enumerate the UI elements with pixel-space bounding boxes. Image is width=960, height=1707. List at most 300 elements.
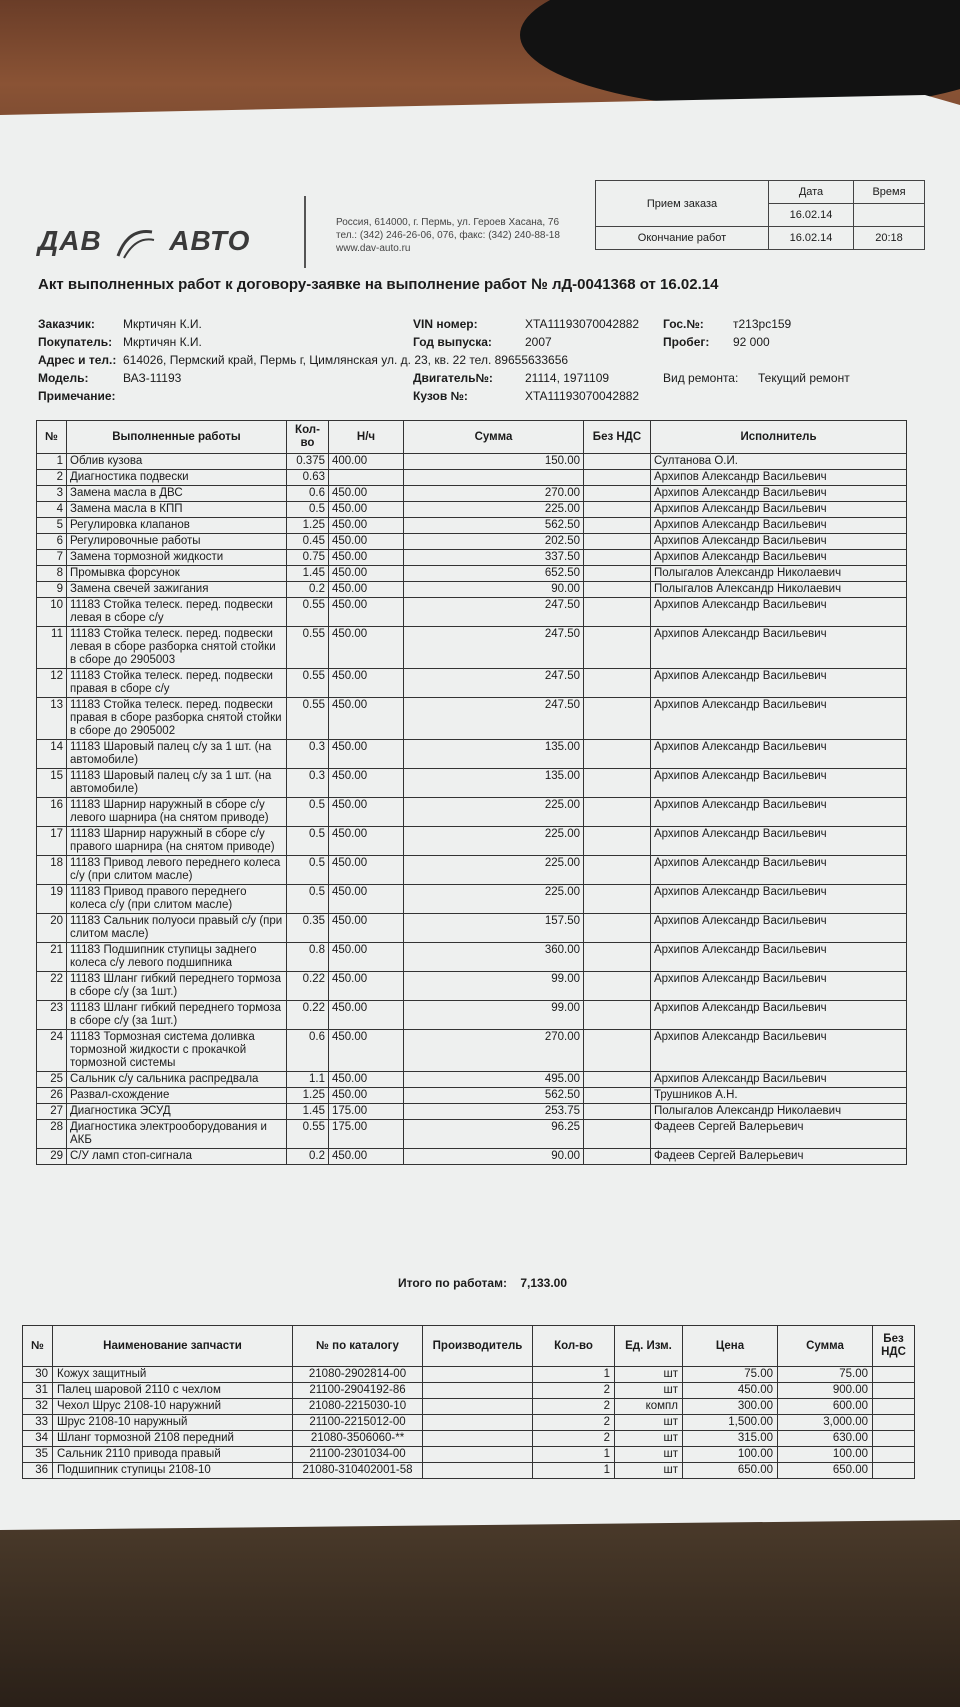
- work-executor: Архипов Александр Васильевич: [651, 698, 907, 740]
- part-qty: 1: [533, 1367, 615, 1383]
- body-label: Кузов №:: [413, 389, 468, 403]
- engine-row: [413, 371, 609, 385]
- work-number: 13: [37, 698, 67, 740]
- work-executor: Архипов Александр Васильевич: [651, 486, 907, 502]
- part-catalog: 21080-2902814-00: [293, 1367, 423, 1383]
- work-name: 11183 Стойка телеск. перед. подвески правая в сборе разборка снятой стойки в сборе до 2905002: [67, 698, 287, 740]
- vin-label: VIN номер:: [413, 317, 478, 331]
- parts-row: [23, 1415, 915, 1431]
- work-name: Регулировочные работы: [67, 534, 287, 550]
- work-qty: 0.22: [287, 972, 329, 1001]
- part-price: 75.00: [683, 1367, 778, 1383]
- parts-header-row: [23, 1326, 915, 1367]
- work-qty: 0.55: [287, 669, 329, 698]
- work-number: 2: [37, 470, 67, 486]
- work-no-vat: [584, 885, 651, 914]
- work-executor: Архипов Александр Васильевич: [651, 1030, 907, 1072]
- work-sum: 90.00: [404, 1149, 584, 1165]
- work-name: 11183 Шарнир наружный в сборе с/у левого шарнира (на снятом приводе): [67, 798, 287, 827]
- work-qty: 0.35: [287, 914, 329, 943]
- work-rate: 450.00: [329, 486, 404, 502]
- work-number: 28: [37, 1120, 67, 1149]
- work-sum: 360.00: [404, 943, 584, 972]
- work-number: 17: [37, 827, 67, 856]
- work-name: 11183 Стойка телеск. перед. подвески левая в сборе разборка снятой стойки в сборе до 2905003: [67, 627, 287, 669]
- work-executor: Архипов Александр Васильевич: [651, 943, 907, 972]
- part-sum: 900.00: [778, 1383, 873, 1399]
- work-no-vat: [584, 1001, 651, 1030]
- work-name: 11183 Шаровый палец с/у за 1 шт. (на автомобиле): [67, 769, 287, 798]
- company-address: Россия, 614000, г. Пермь, ул. Героев Хасана, 76: [336, 217, 560, 228]
- work-rate: 450.00: [329, 943, 404, 972]
- work-sum: 225.00: [404, 827, 584, 856]
- part-price: 650.00: [683, 1463, 778, 1479]
- work-no-vat: [584, 627, 651, 669]
- repair-type-label: Вид ремонта:: [663, 371, 739, 385]
- work-number: 18: [37, 856, 67, 885]
- work-name: 11183 Шарнир наружный в сборе с/у правого шарнира (на снятом приводе): [67, 827, 287, 856]
- parts-col-name: Наименование запчасти: [53, 1326, 293, 1367]
- work-no-vat: [584, 454, 651, 470]
- customer-row: [38, 317, 202, 331]
- work-number: 21: [37, 943, 67, 972]
- works-row: [37, 518, 907, 534]
- work-no-vat: [584, 856, 651, 885]
- work-name: 11183 Тормозная система доливка тормозной жидкости с прокачкой тормозной системы: [67, 1030, 287, 1072]
- part-qty: 2: [533, 1399, 615, 1415]
- part-number: 34: [23, 1431, 53, 1447]
- plate-value: т213рс159: [733, 317, 792, 331]
- work-rate: 450.00: [329, 856, 404, 885]
- year-row: [413, 335, 552, 349]
- parts-col-maker: Производитель: [423, 1326, 533, 1367]
- work-qty: 0.63: [287, 470, 329, 486]
- part-qty: 1: [533, 1447, 615, 1463]
- works-header-row: [37, 421, 907, 454]
- part-unit: шт: [615, 1447, 683, 1463]
- part-unit: шт: [615, 1415, 683, 1431]
- address-label: Адрес и тел.:: [38, 353, 117, 367]
- customer-label: Заказчик:: [38, 317, 95, 331]
- received-date: 16.02.14: [769, 204, 854, 227]
- engine-value: 21114, 1971109: [525, 371, 610, 385]
- logo-right-text: АВТО: [169, 225, 251, 256]
- works-col-executor: Исполнитель: [651, 421, 907, 454]
- work-no-vat: [584, 1149, 651, 1165]
- works-row: [37, 598, 907, 627]
- work-number: 20: [37, 914, 67, 943]
- work-name: 11183 Подшипник ступицы заднего колеса с/у левого подшипника: [67, 943, 287, 972]
- work-qty: 0.5: [287, 798, 329, 827]
- part-price: 100.00: [683, 1447, 778, 1463]
- works-row: [37, 698, 907, 740]
- vin-value: XTA11193070042882: [525, 317, 640, 331]
- work-number: 1: [37, 454, 67, 470]
- work-no-vat: [584, 1072, 651, 1088]
- work-rate: 450.00: [329, 698, 404, 740]
- parts-col-no-vat: Без НДС: [873, 1326, 915, 1367]
- works-col-no-vat: Без НДС: [584, 421, 651, 454]
- engine-label: Двигатель№:: [413, 371, 493, 385]
- work-executor: Архипов Александр Васильевич: [651, 885, 907, 914]
- work-name: 11183 Привод левого переднего колеса с/у (при слитом масле): [67, 856, 287, 885]
- part-number: 31: [23, 1383, 53, 1399]
- part-unit: компл: [615, 1399, 683, 1415]
- address-value: 614026, Пермский край, Пермь г, Цимлянская ул. д. 23, кв. 22 тел. 89655633656: [123, 353, 569, 367]
- work-no-vat: [584, 1030, 651, 1072]
- work-sum: 495.00: [404, 1072, 584, 1088]
- work-sum: 90.00: [404, 582, 584, 598]
- work-name: Сальник с/у сальника распредвала: [67, 1072, 287, 1088]
- work-executor: Архипов Александр Васильевич: [651, 518, 907, 534]
- part-number: 30: [23, 1367, 53, 1383]
- works-row: [37, 1001, 907, 1030]
- work-name: 11183 Шланг гибкий переднего тормоза в сборе с/у (за 1шт.): [67, 1001, 287, 1030]
- parts-col-catalog: № по каталогу: [293, 1326, 423, 1367]
- part-qty: 2: [533, 1383, 615, 1399]
- body-row: [413, 389, 639, 403]
- part-catalog: 21100-2301034-00: [293, 1447, 423, 1463]
- work-qty: 0.55: [287, 1120, 329, 1149]
- work-qty: 0.55: [287, 627, 329, 669]
- work-qty: 0.5: [287, 885, 329, 914]
- work-name: Замена тормозной жидкости: [67, 550, 287, 566]
- part-number: 32: [23, 1399, 53, 1415]
- work-number: 4: [37, 502, 67, 518]
- work-name: 11183 Стойка телеск. перед. подвески левая в сборе с/у: [67, 598, 287, 627]
- mileage-label: Пробег:: [663, 335, 710, 349]
- address-row: [38, 353, 568, 367]
- work-executor: Архипов Александр Васильевич: [651, 856, 907, 885]
- parts-col-unit: Ед. Изм.: [615, 1326, 683, 1367]
- works-row: [37, 1149, 907, 1165]
- work-qty: 0.55: [287, 598, 329, 627]
- work-rate: 450.00: [329, 534, 404, 550]
- part-number: 35: [23, 1447, 53, 1463]
- work-sum: 135.00: [404, 769, 584, 798]
- works-col-qty: Кол-во: [287, 421, 329, 454]
- works-total: [398, 1276, 567, 1290]
- works-row: [37, 798, 907, 827]
- work-sum: 225.00: [404, 856, 584, 885]
- part-unit: шт: [615, 1431, 683, 1447]
- model-label: Модель:: [38, 371, 89, 385]
- work-sum: 253.75: [404, 1104, 584, 1120]
- work-rate: 450.00: [329, 627, 404, 669]
- works-col-name: Выполненные работы: [67, 421, 287, 454]
- part-sum: 3,000.00: [778, 1415, 873, 1431]
- work-qty: 0.55: [287, 698, 329, 740]
- work-no-vat: [584, 827, 651, 856]
- part-name: Кожух защитный: [53, 1367, 293, 1383]
- work-sum: 270.00: [404, 486, 584, 502]
- part-name: Сальник 2110 привода правый: [53, 1447, 293, 1463]
- vin-row: [413, 317, 639, 331]
- work-qty: 0.2: [287, 1149, 329, 1165]
- work-no-vat: [584, 769, 651, 798]
- work-qty: 0.75: [287, 550, 329, 566]
- work-executor: Архипов Александр Васильевич: [651, 598, 907, 627]
- parts-row: [23, 1399, 915, 1415]
- work-rate: 450.00: [329, 972, 404, 1001]
- work-rate: 450.00: [329, 1088, 404, 1104]
- work-sum: 247.50: [404, 598, 584, 627]
- work-sum: 247.50: [404, 698, 584, 740]
- parts-table: [22, 1325, 915, 1479]
- work-sum: 225.00: [404, 502, 584, 518]
- work-qty: 0.5: [287, 502, 329, 518]
- work-no-vat: [584, 798, 651, 827]
- work-executor: Архипов Александр Васильевич: [651, 1072, 907, 1088]
- work-executor: Архипов Александр Васильевич: [651, 972, 907, 1001]
- work-sum: 562.50: [404, 518, 584, 534]
- parts-row: [23, 1367, 915, 1383]
- work-executor: Архипов Александр Васильевич: [651, 627, 907, 669]
- work-qty: 0.3: [287, 769, 329, 798]
- work-executor: Архипов Александр Васильевич: [651, 769, 907, 798]
- work-rate: 450.00: [329, 1030, 404, 1072]
- work-number: 7: [37, 550, 67, 566]
- part-price: 1,500.00: [683, 1415, 778, 1431]
- logo-swoosh-icon: [114, 226, 156, 260]
- work-executor: Архипов Александр Васильевич: [651, 1001, 907, 1030]
- work-name: Регулировка клапанов: [67, 518, 287, 534]
- work-sum: 96.25: [404, 1120, 584, 1149]
- part-name: Шланг тормозной 2108 передний: [53, 1431, 293, 1447]
- work-qty: 0.5: [287, 827, 329, 856]
- parts-body: [23, 1367, 915, 1479]
- part-sum: 75.00: [778, 1367, 873, 1383]
- works-row: [37, 914, 907, 943]
- works-row: [37, 1120, 907, 1149]
- parts-row: [23, 1463, 915, 1479]
- work-name: 11183 Шаровый палец с/у за 1 шт. (на автомобиле): [67, 740, 287, 769]
- works-row: [37, 454, 907, 470]
- finished-date: 16.02.14: [769, 227, 854, 250]
- work-qty: 1.25: [287, 1088, 329, 1104]
- works-row: [37, 550, 907, 566]
- work-executor: Архипов Александр Васильевич: [651, 534, 907, 550]
- work-no-vat: [584, 598, 651, 627]
- work-number: 6: [37, 534, 67, 550]
- work-name: 11183 Привод правого переднего колеса с/у (при слитом масле): [67, 885, 287, 914]
- part-no-vat: [873, 1415, 915, 1431]
- parts-col-qty: Кол-во: [533, 1326, 615, 1367]
- work-sum: 99.00: [404, 972, 584, 1001]
- work-number: 3: [37, 486, 67, 502]
- work-name: Развал-схождение: [67, 1088, 287, 1104]
- parts-col-price: Цена: [683, 1326, 778, 1367]
- work-number: 12: [37, 669, 67, 698]
- part-no-vat: [873, 1447, 915, 1463]
- model-row: [38, 371, 181, 385]
- works-row: [37, 627, 907, 669]
- work-sum: 135.00: [404, 740, 584, 769]
- work-no-vat: [584, 669, 651, 698]
- work-no-vat: [584, 1088, 651, 1104]
- work-number: 10: [37, 598, 67, 627]
- work-name: С/У ламп стоп-сигнала: [67, 1149, 287, 1165]
- work-executor: Полыгалов Александр Николаевич: [651, 582, 907, 598]
- company-info: [336, 216, 560, 255]
- work-executor: Архипов Александр Васильевич: [651, 740, 907, 769]
- work-rate: 450.00: [329, 1001, 404, 1030]
- part-maker: [423, 1463, 533, 1479]
- work-sum: [404, 470, 584, 486]
- works-row: [37, 827, 907, 856]
- work-rate: 450.00: [329, 502, 404, 518]
- work-number: 25: [37, 1072, 67, 1088]
- company-phone: тел.: (342) 246-26-06, 076, факс: (342) 240-88-18: [336, 230, 560, 241]
- work-sum: 652.50: [404, 566, 584, 582]
- col-date-header: Дата: [769, 181, 854, 204]
- work-qty: 1.25: [287, 518, 329, 534]
- part-catalog: 21100-2904192-86: [293, 1383, 423, 1399]
- part-catalog: 21100-2215012-00: [293, 1415, 423, 1431]
- work-rate: 450.00: [329, 740, 404, 769]
- works-row: [37, 1030, 907, 1072]
- work-qty: 0.375: [287, 454, 329, 470]
- mileage-row: [663, 335, 770, 349]
- work-number: 15: [37, 769, 67, 798]
- work-number: 16: [37, 798, 67, 827]
- part-sum: 650.00: [778, 1463, 873, 1479]
- part-price: 315.00: [683, 1431, 778, 1447]
- work-sum: 99.00: [404, 1001, 584, 1030]
- logo-divider: [304, 196, 306, 268]
- work-sum: 247.50: [404, 627, 584, 669]
- part-maker: [423, 1383, 533, 1399]
- work-number: 19: [37, 885, 67, 914]
- work-name: Замена масла в КПП: [67, 502, 287, 518]
- work-name: 11183 Стойка телеск. перед. подвески правая в сборе с/у: [67, 669, 287, 698]
- part-number: 36: [23, 1463, 53, 1479]
- works-total-value: 7,133.00: [520, 1276, 568, 1290]
- note-row: [38, 389, 116, 403]
- buyer-label: Покупатель:: [38, 335, 113, 349]
- work-no-vat: [584, 534, 651, 550]
- work-rate: 450.00: [329, 566, 404, 582]
- work-qty: 0.8: [287, 943, 329, 972]
- work-rate: 450.00: [329, 769, 404, 798]
- work-rate: 400.00: [329, 454, 404, 470]
- part-no-vat: [873, 1383, 915, 1399]
- part-name: Шрус 2108-10 наружный: [53, 1415, 293, 1431]
- part-maker: [423, 1367, 533, 1383]
- works-row: [37, 1072, 907, 1088]
- work-executor: Фадеев Сергей Валерьевич: [651, 1120, 907, 1149]
- work-name: 11183 Сальник полуоси правый с/у (при слитом масле): [67, 914, 287, 943]
- works-row: [37, 972, 907, 1001]
- part-no-vat: [873, 1399, 915, 1415]
- work-sum: 202.50: [404, 534, 584, 550]
- work-no-vat: [584, 1120, 651, 1149]
- work-sum: 270.00: [404, 1030, 584, 1072]
- model-value: ВАЗ-11193: [123, 371, 182, 385]
- works-row: [37, 534, 907, 550]
- work-sum: 247.50: [404, 669, 584, 698]
- work-number: 11: [37, 627, 67, 669]
- work-rate: 450.00: [329, 582, 404, 598]
- work-executor: Архипов Александр Васильевич: [651, 550, 907, 566]
- work-no-vat: [584, 1104, 651, 1120]
- work-qty: 0.3: [287, 740, 329, 769]
- work-number: 5: [37, 518, 67, 534]
- part-qty: 2: [533, 1415, 615, 1431]
- work-sum: 337.50: [404, 550, 584, 566]
- works-row: [37, 502, 907, 518]
- work-rate: 450.00: [329, 518, 404, 534]
- part-qty: 1: [533, 1463, 615, 1479]
- works-row: [37, 1088, 907, 1104]
- work-no-vat: [584, 502, 651, 518]
- part-unit: шт: [615, 1463, 683, 1479]
- parts-row: [23, 1447, 915, 1463]
- work-name: Диагностика подвески: [67, 470, 287, 486]
- part-price: 300.00: [683, 1399, 778, 1415]
- work-executor: Архипов Александр Васильевич: [651, 470, 907, 486]
- works-col-rate: Н/ч: [329, 421, 404, 454]
- part-catalog: 21080-3506060-**: [293, 1431, 423, 1447]
- works-row: [37, 566, 907, 582]
- parts-col-number: №: [23, 1326, 53, 1367]
- work-no-vat: [584, 518, 651, 534]
- works-row: [37, 669, 907, 698]
- part-no-vat: [873, 1367, 915, 1383]
- year-label: Год выпуска:: [413, 335, 492, 349]
- work-sum: 225.00: [404, 885, 584, 914]
- works-row: [37, 486, 907, 502]
- work-name: Облив кузова: [67, 454, 287, 470]
- part-maker: [423, 1415, 533, 1431]
- work-qty: 0.5: [287, 856, 329, 885]
- work-executor: Султанова О.И.: [651, 454, 907, 470]
- work-name: Промывка форсунок: [67, 566, 287, 582]
- received-time: [854, 204, 925, 227]
- work-no-vat: [584, 943, 651, 972]
- repair-type-row: [663, 371, 850, 385]
- works-row: [37, 856, 907, 885]
- work-executor: Трушников А.Н.: [651, 1088, 907, 1104]
- finished-time: 20:18: [854, 227, 925, 250]
- work-number: 26: [37, 1088, 67, 1104]
- works-row: [37, 769, 907, 798]
- work-name: Диагностика ЭСУД: [67, 1104, 287, 1120]
- work-rate: [329, 470, 404, 486]
- buyer-value: Мкртичян К.И.: [123, 335, 202, 349]
- part-catalog: 21080-2215030-10: [293, 1399, 423, 1415]
- works-row: [37, 943, 907, 972]
- work-no-vat: [584, 550, 651, 566]
- part-maker: [423, 1431, 533, 1447]
- logo-left-text: ДАВ: [38, 225, 102, 256]
- part-price: 450.00: [683, 1383, 778, 1399]
- work-qty: 1.45: [287, 1104, 329, 1120]
- part-sum: 100.00: [778, 1447, 873, 1463]
- works-body: [37, 454, 907, 1165]
- work-no-vat: [584, 740, 651, 769]
- order-times-table: [595, 180, 925, 250]
- customer-value: Мкртичян К.И.: [123, 317, 202, 331]
- work-executor: Архипов Александр Васильевич: [651, 798, 907, 827]
- work-rate: 175.00: [329, 1120, 404, 1149]
- work-executor: Фадеев Сергей Валерьевич: [651, 1149, 907, 1165]
- work-sum: 562.50: [404, 1088, 584, 1104]
- received-label: Прием заказа: [596, 181, 769, 227]
- work-no-vat: [584, 566, 651, 582]
- part-no-vat: [873, 1431, 915, 1447]
- work-number: 23: [37, 1001, 67, 1030]
